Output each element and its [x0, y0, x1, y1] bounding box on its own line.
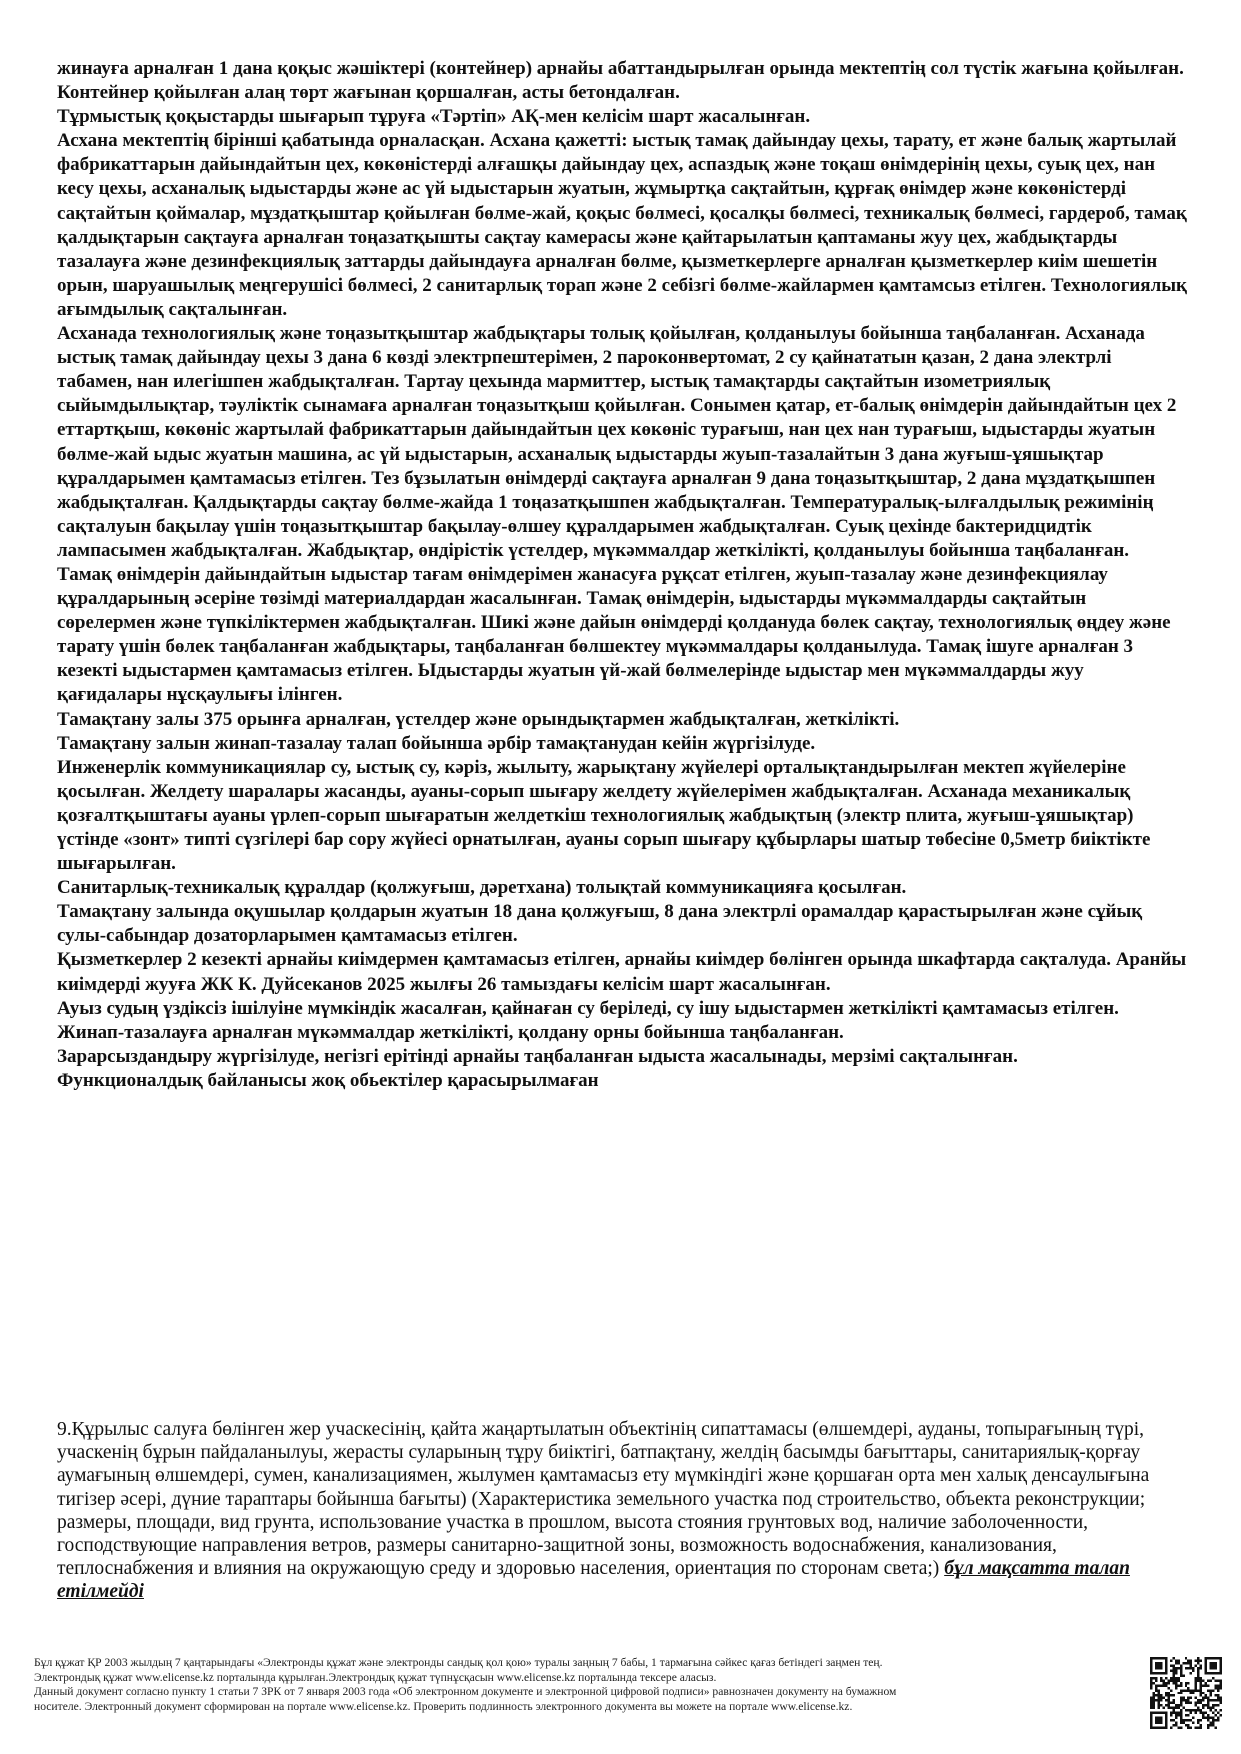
paragraph: Функционалдық байланысы жоқ обьектілер қарасырылмаған [57, 1069, 599, 1091]
main-text [57, 57, 1187, 1093]
paragraph: Асханада технологиялық және тоңазытқыштар жабдықтары толық қойылған, қолданылуы бойынша таңбаланған. Асханада ыстық тамақ дайындау цехы 3 дана 6 көзді электрпештерімен, 2 пароконвертомат, 2 су қайнататын қазан, 2 дана электрлі табамен, нан илегішпен жабдықталған. Тартау цехында мармиттер, ыстық тамақтарды сақтайтын изометриялық сыйымдылықтар, тәуліктік сынамаға арналған тоңазытқыш қойылған. Сонымен қатар, ет-балық өнімдерін дайындайтын цех 2 еттартқыш, көкөніс жартылай фабрикаттарын дайындайтын цех көкөніс турағыш, нан цех нан турағыш, ыдыстарды жуатын бөлме-жай ыдыс жуатын машина, ас үй ыдыстарын, асханалық ыдыстарды жуып-тазалайтын 3 дана жуғыш-ұяшықтар құралдарымен қамтамасыз етілген. Тез бұзылатын өнімдерді сақтауға арналған 9 дана тоңазытқыштар, 2 дана мұздатқышпен жабдықталған. Қалдықтарды сақтау бөлме-жайда 1 тоңазатқышпен жабдықталған. Температуралық-ылғалдылық режимінің сақталуын бақылау үшін тоңазытқыштар бақылау-өлшеу құралдарымен жабдықталған. Суық цехінде бактеридцидтік лампасымен жабдықталған. Жабдықтар, өндірістік үстелдер, мүкәммалдар жеткілікті, қолданылуы бойынша таңбаланған. Тамақ өнімдерін дайындайтын ыдыстар тағам өнімдерімен жанасуға рұқсат етілген, жуып-тазалау және дезинфекциялау құралдарының әсеріне төзімді материалдардан жасалынған. Тамақ өнімдерін, ыдыстарды мүкәммалдарды сақтайтын сөрелермен және түпкіліктермен жабдықталған. Шикі және дайын өнімдерді қолдануда бөлек сақтау, технологиялық өңдеу және тарату үшін бөлек таңбаланған жабдықтары, таңбаланған бөлшектеу мүкәммалдары қолданылуда. Тамақ ішуге арналған 3 кезекті ыдыстармен қамтамасыз етілген. Ыдыстарды жуатын үй-жай бөлмелерінде ыдыстар мен мүкәммалдарды жуу қағидалары нұсқаулығы ілінген. [57, 323, 1177, 706]
paragraph: Тамақтану залында оқушылар қолдарын жуатын 18 дана қолжуғыш, 8 дана электрлі орамалдар қарастырылған және сұйық сулы-сабындар дозаторларымен қамтамасыз етілген. [57, 901, 1143, 947]
section-9 [57, 1418, 1187, 1604]
footer-line: Бұл құжат ҚР 2003 жылдың 7 қаңтарындағы «Электронды құжат және электронды сандық қол қою» туралы заңның 7 бабы, 1 тармағына сәйкес қағаз бетіндегі заңмен тең. [34, 1656, 883, 1669]
paragraph: Тамақтану залын жинап-тазалау талап бойынша әрбір тамақтанудан кейін жүргізілуде. [57, 732, 816, 754]
paragraph: Қызметкерлер 2 кезекті арнайы киімдермен қамтамасыз етілген, арнайы киімдер бөлінген орында шкафтарда сақталуда. Аранйы киімдерді жууға ЖК К. Дуйсеканов 2025 жылғы 26 тамыздағы келісім шарт жасалынған. [57, 949, 1187, 995]
paragraph: Инженерлік коммуникациялар су, ыстық су, кәріз, жылыту, жарықтану жүйелері орталықтандырылған мектеп жүйелеріне қосылған. Желдету шаралары жасанды, ауаны-сорып шығару желдету жүйелерімен жабдықталған. Асханада механикалық қозғалтқыштағы ауаны үрлеп-сорып шығаратын желдеткіш технологиялық жабдықтың (электр плита, жуғыш-ұяшықтар) үстінде «зонт» типті сүзгілері бар сору жүйесі орнатылған, ауаны сорып шығару құбырлары шатыр төбесіне 0,5метр биіктікте шығарылған. [57, 756, 1151, 875]
paragraph: Асхана мектептің бірінші қабатында орналасқан. Асхана қажетті: ыстық тамақ дайындау цехы, тарату, ет және балық жартылай фабрикаттарын дайындайтын цех, көкөністерді алғашқы дайындау цех, аспаздық және тоқаш өнімдерінің цехы, суық цех, нан кесу цехы, асханалық ыдыстарды және ас үй ыдыстарын жуатын, жұмыртқа сақтайтын, құрғақ өнімдер және көкөністерді сақтайтын қоймалар, мұздатқыштар қойылған бөлме-жай, қоқыс бөлмесі, қосалқы бөлмесі, техникалық бөлмесі, гардероб, тамақ қалдықтарын сақтауға арналған тоңазатқышты сақтау камерасы және қайтарылатын қаптаманы жуу цех, жабдықтарды тазалауға және дезинфекциялық заттарды дайындауға арналған бөлме, қызметкерлерге арналған қызметкерлер киім шешетін орын, шаруашылық меңгерушісі бөлмесі, 2 санитарлық торап және 2 себізгі бөлме-жайлармен қамтамсыз етілген. Технологиялық ағымдылық сақталынған. [57, 130, 1188, 320]
paragraph: Зарарсыздандыру жүргізілуде, негізгі ерітінді арнайы таңбаланған ыдыста жасалынады, мерзімі сақталынған. [57, 1045, 1018, 1067]
footer-line: Электрондық құжат www.elicense.kz порталында құрылған.Электрондық құжат түпнұсқасын www.elicense.kz порталында тексере аласыз. [34, 1670, 717, 1684]
section-9-paragraph [57, 1418, 1187, 1604]
paragraph: Тамақтану залы 375 орынға арналған, үстелдер және орындықтармен жабдықталған, жеткілікті. [57, 708, 900, 730]
paragraph: Ауыз судың үздіксіз ішілуіне мүмкіндік жасалған, қайнаған су беріледі, су ішу ыдыстармен жеткілікті қамтамасыз етілген. [57, 997, 1119, 1019]
section-9-emphasis: бұл мақсатта талап етілмейді [57, 1558, 1130, 1603]
footer-line: Данный документ согласно пункту 1 статьи 7 ЗРК от 7 января 2003 года «Об электронном документе и электронной цифровой подписи» равнозначен документу на бумажном [34, 1685, 897, 1699]
paragraph: Санитарлық-техникалық құралдар (қолжуғыш, дәретхана) толықтай коммуникацияға қосылған. [57, 877, 907, 899]
qr-code-icon [1150, 1657, 1222, 1729]
paragraph: Тұрмыстық қоқыстарды шығарып тұруға «Тәртіп» АҚ-мен келісім шарт жасалынған. [57, 106, 811, 128]
footer-notice [34, 1656, 1144, 1714]
section-9-text: 9.Құрылыс салуға бөлінген жер учаскесінің, қайта жаңартылатын объектінің сипаттамасы (өлшемдері, ауданы, топырағының түрі, учаскенің бұрын пайдаланылуы, жерасты суларының тұру биіктігі, батпақтану, желдің басымды бағыттары, санитариялық-қорғау аумағының өлшемдері, сумен, канализациямен, жылумен қамтамасыз ету мүмкіндігі және қоршаған орта мен халық денсаулығына тигізер әсері, дүние тараптары бойынша бағыты) (Характеристика земельного участка под строительство, объекта реконструкции; размеры, площади, вид грунта, использование участка в прошлом, высота стояния грунтовых вод, наличие заболоченности, господствующие направления ветров, размеры санитарно-защитной зоны, возможность водоснабжения, канализования, теплоснабжения и влияния на окружающую среду и здоровью населения, ориентация по сторонам света;) [57, 1419, 1150, 1580]
paragraph: Жинап-тазалауға арналған мүкәммалдар жеткілікті, қолдану орны бойынша таңбаланған. [57, 1021, 844, 1043]
footer-line: носителе. Электронный документ сформирован на портале www.elicense.kz. Проверить подлинность электронного документа вы можете на портале www.elicense.kz. [34, 1699, 853, 1713]
paragraph: жинауға арналған 1 дана қоқыс жәшіктері (контейнер) арнайы абаттандырылған орында мектептің сол түстік жағына қойылған. Контейнер қойылған алаң төрт жағынан қоршалған, асты бетондалған. [57, 58, 1184, 104]
